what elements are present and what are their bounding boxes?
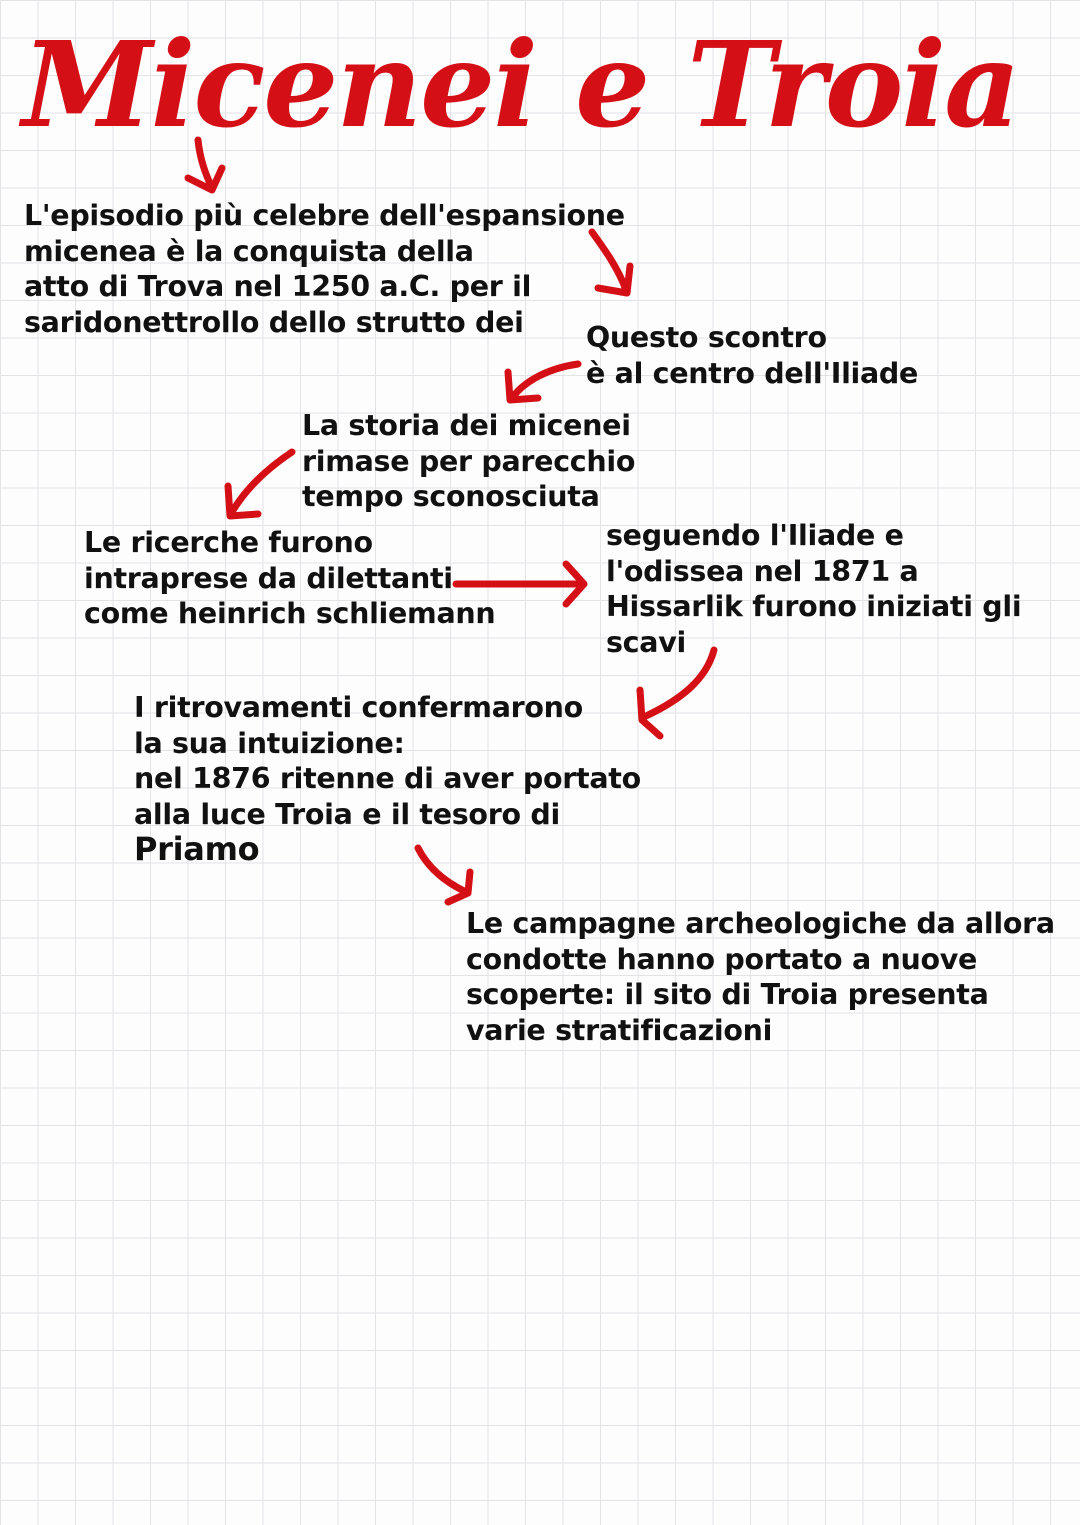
arrow-title-to-intro: [188, 140, 222, 190]
arrow-storia-to-ricerche: [228, 452, 292, 516]
scavi-note: seguendo l'Iliade e l'odissea nel 1871 a Hissarlik furono iniziati gli scavi: [606, 519, 1022, 659]
ritrovamenti-note: I ritrovamenti confermarono la sua intuizione: nel 1876 ritenne di aver portato alla luce Troia e il tesoro di Priamo: [134, 691, 641, 868]
ricerche-note: Le ricerche furono intraprese da dilettanti come heinrich schliemann: [84, 526, 496, 630]
intro-note: L'episodio più celebre dell'espansione micenea è la conquista della atto di Trova nel 1250 a.C. per il saridonettrollo dello strutto dei: [24, 199, 625, 339]
page-title: Micenei e Troia: [22, 15, 1019, 154]
scontro-note: Questo scontro è al centro dell'Iliade: [586, 321, 919, 390]
campagne-note: Le campagne archeologiche da allora condotte hanno portato a nuove scoperte: il sito di Troia presenta varie stratificazioni: [466, 907, 1055, 1047]
arrow-scavi-to-ritrovamenti: [640, 650, 714, 736]
storia-note: La storia dei micenei rimase per parecchio tempo sconosciuta: [302, 409, 636, 513]
arrow-scontro-to-storia: [508, 364, 578, 400]
